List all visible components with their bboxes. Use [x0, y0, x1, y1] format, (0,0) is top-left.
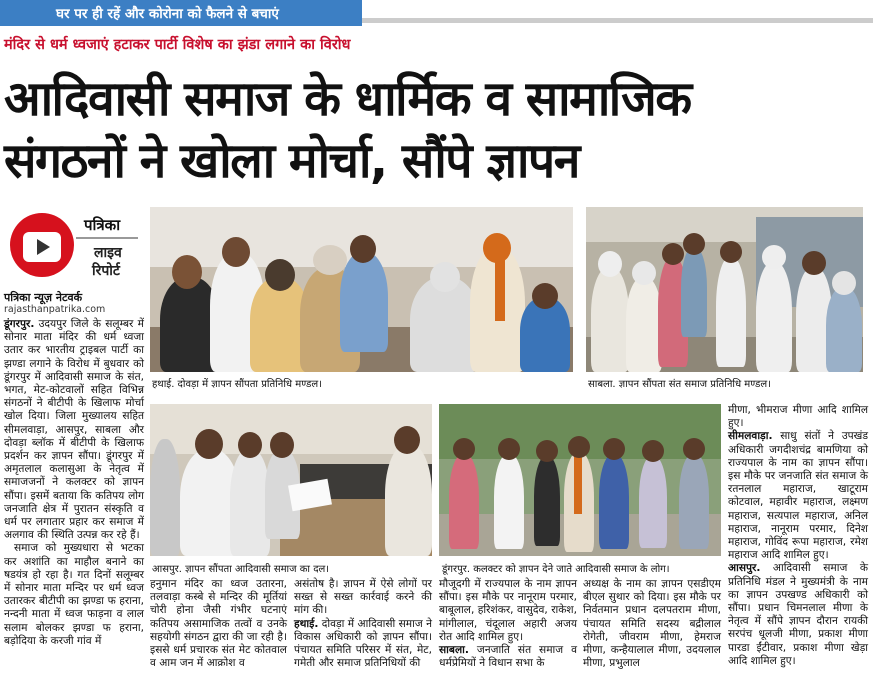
- logo-divider: [76, 237, 138, 239]
- patrika-live-report-logo[interactable]: [4, 207, 144, 287]
- dateline-hathai: हथाई.: [294, 617, 319, 630]
- caption-photo-4: डूंगरपुर. कलक्टर को ज्ञापन देने जाते आदिवासी समाज के लोग।: [442, 564, 670, 575]
- play-icon: [37, 239, 50, 255]
- kicker: मंदिर से धर्म ध्वजाएं हटाकर पार्टी विशेष का झंडा लगाने का विरोध: [4, 37, 351, 53]
- banner-text: घर पर ही रहें और कोरोना को फैलने से बचाएं: [56, 6, 279, 22]
- column-4-text-2: जनजाति संत समाज व धर्मप्रेमियों ने विधान सभा के: [439, 644, 577, 670]
- website: rajasthanpatrika.com: [4, 304, 106, 315]
- column-4-text-1: मौजूदगी में राज्यपाल के नाम ज्ञापन सौंपा। इस मौके पर नानूराम परमार, बाबूलाल, हरिशंकर, वासुदेव, राकेश, मांगीलाल, चंदूलाल अहारी अजय रोत आदि शामिल हुए।: [439, 578, 577, 643]
- top-banner: [0, 0, 362, 26]
- photo-hathai: [150, 207, 573, 372]
- article-column-1: [4, 318, 144, 648]
- column-3-text-2: दोवड़ा में आदिवासी समाज ने विकास अधिकारी को ज्ञापन सौंपा। पंचायत समिति परिसर में संत, मेट, गमेती और समाज प्रतिनिधियों की: [294, 617, 432, 670]
- logo-sub2: रिपोर्ट: [92, 263, 120, 279]
- column-2-text: हनुमान मंदिर का ध्वज उतारना, तलवाड़ा कस्बे से मन्दिर की मूर्तियां चोरी होना जैसी गंभीर घटनाएं कतिपय असामाजिक तत्वों व उनके सहयोगी संगठन द्वारा की जा रही है। इससे धर्म प्रचारक संत मेट कोतवाल व आम जन में आक्रोश व: [150, 578, 287, 670]
- lead-paragraph: उदयपुर जिले के सलूम्बर में सोनार माता मंदिर की धर्म ध्वजा उतार कर भारतीय ट्राइबल पार्टी का झण्डा लगाने के विरोध में बुधवार को डूंगरपुर में आदिवासी समाज के संत, भगत, मेट-कोटवालों सहित विभिन्न संगठनों ने बीटीपी के खिलाफ मोर्चा खोल दिया। जिला मुख्यालय सहित सीमलवाड़ा, आसपुर, साबला और दोवड़ा ब्लॉक में बीटीपी के खिलाफ प्रदर्शन कर ज्ञापन सौंपा। डूंगरपुर में अमृतलाल कलासुआ के नेतृत्व में समाजजनों ने कलक्टर को ज्ञापन सौंपा। इसमें बताया कि कतिपय लोग जनजाति क्षेत्र में पुरातन संस्कृति व धर्म पर लगातार प्रहार कर समाज में अलगाव की स्थिति उत्पन्न कर रहे हैं।: [4, 318, 144, 542]
- column-6-text-1: मीणा, भीमराज मीणा आदि शामिल हुए।: [728, 404, 868, 430]
- headline: [4, 68, 870, 192]
- dateline-aspur: आसपुर.: [728, 562, 761, 575]
- article-column-2: [150, 578, 287, 670]
- byline: पत्रिका न्यूज़ नेटवर्क: [4, 291, 83, 304]
- headline-line1: आदिवासी समाज के धार्मिक व सामाजिक: [4, 71, 691, 127]
- caption-photo-3: आसपुर. ज्ञापन सौंपता आदिवासी समाज का दल।: [152, 564, 330, 575]
- column-3-text-1: असंतोष है। ज्ञापन में ऐसे लोगों पर सख्त से सख्त कार्रवाई करने की मांग की।: [294, 578, 432, 617]
- caption-photo-1: हथाई. दोवड़ा में ज्ञापन सौंपता प्रतिनिधि मण्डल।: [152, 379, 322, 390]
- column-5-text: अध्यक्ष के नाम का ज्ञापन एसडीएम बीएल सुथार को दिया। इस मौके पर निर्वतमान प्रधान दलपतराम मीणा, पंचायत समिति सदस्य बद्रीलाल रोगेती, जीवराम मीणा, हेमराज मीणा, कन्हैयालाल मीणा, उदयलाल मीणा, प्रभुलाल: [583, 578, 721, 670]
- caption-photo-2: साबला. ज्ञापन सौंपता संत समाज प्रतिनिधि मण्डल।: [588, 379, 771, 390]
- article-column-5: [583, 578, 721, 670]
- logo-brand: पत्रिका: [84, 216, 121, 234]
- dateline-seemalwara: सीमलवाड़ा.: [728, 430, 773, 443]
- column-6-text-3: आदिवासी समाज के प्रतिनिधि मंडल ने मुख्यमंत्री के नाम का ज्ञापन उपखण्ड अधिकारी को सौंपा। प्रधान चिमनलाल मीणा के नेतृत्व में सौंपे ज्ञापन दौरान रायकी सरपंच धूलजी मीणा, प्रकाश मीणा पारडा ईंटीवार, प्रकाश मीणा खेड़ा आदि शामिल हुए।: [728, 562, 868, 667]
- photo-sabla: [586, 207, 863, 372]
- dateline-sabla: साबला.: [439, 644, 469, 657]
- article-column-3: [294, 578, 432, 670]
- article-column-6: [728, 404, 868, 668]
- dateline-dungarpur: डूंगरपुर.: [4, 318, 35, 330]
- column-6-text-2: साधु संतों ने उपखंड अधिकारी जगदीशचंद्र बामणिया को राज्यपाल के नाम का ज्ञापन सौंपा। इस मौके पर जनजाति संत समाज के रतनलाल महाराज, खाटूराम कोटवाल, महावीर महाराज, लक्ष्मण महाराज, सत्यपाल महाराज, अनिल महाराज, नानूराम परमार, दिनेश महाराज, गोविंद रूपा महाराज, रमेश महाराज आदि शामिल हुए।: [728, 430, 868, 562]
- photo-dungarpur: [439, 404, 721, 556]
- paragraph-2: समाज को मुख्यधारा से भटका कर अशांति का माहौल बनाने का षडयंत्र हो रहा है। गत दिनों सलूम्बर में सोनार माता मन्दिर पर धर्म ध्वज उतारकर बीटीपी का झण्डा फ हराना, नन्दनी माता में ध्वज फाड़ना व लाल सलाम बोलकर झण्डा फ हराना, बड़ोदिया के करजी गांव में: [4, 542, 144, 647]
- photo-aspur: [150, 404, 432, 556]
- headline-line2: संगठनों ने खोला मोर्चा, सौंपे ज्ञापन: [4, 133, 579, 189]
- logo-sub1: लाइव: [94, 245, 122, 261]
- article-column-4: [439, 578, 577, 670]
- top-rule: [362, 18, 873, 23]
